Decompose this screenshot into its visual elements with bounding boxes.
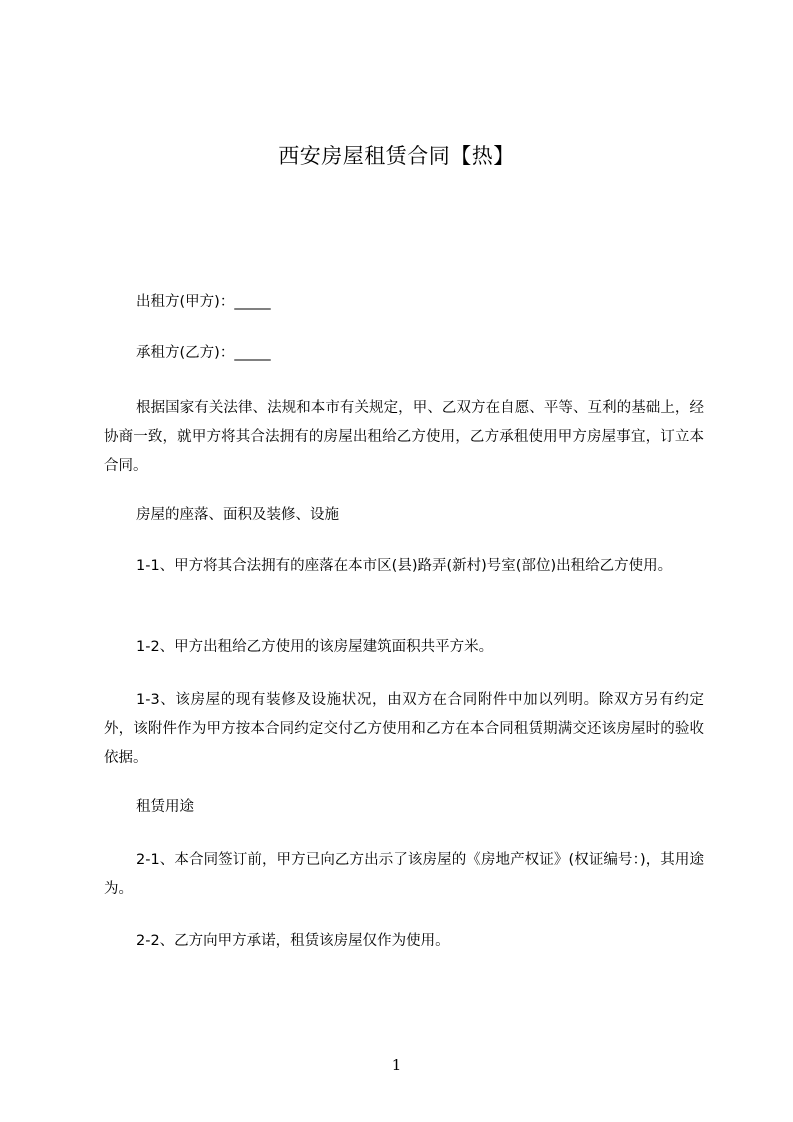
lessor-line: 出租方(甲方)：_____	[136, 294, 271, 310]
document-title: 西安房屋租赁合同【热】	[278, 144, 515, 168]
clause-2-1: 2-1、本合同签订前，甲方已向乙方出示了该房屋的《房地产权证》(权证编号：)，其用途为。	[104, 852, 704, 897]
clause-1-1: 1-1、甲方将其合法拥有的座落在本市区(县)路弄(新村)号室(部位)出租给乙方使用。	[136, 558, 673, 574]
lessee-line: 承租方(乙方)：_____	[136, 345, 271, 361]
page-number: 1	[391, 1056, 402, 1074]
section-heading-purpose: 租赁用途	[136, 799, 194, 815]
preamble-paragraph: 根据国家有关法律、法规和本市有关规定，甲、乙双方在自愿、平等、互利的基础上，经协商一致，就甲方将其合法拥有的房屋出租给乙方使用，乙方承租使用甲方房屋事宜，订立本合同。	[104, 400, 704, 474]
clause-1-2: 1-2、甲方出租给乙方使用的该房屋建筑面积共平方米。	[136, 639, 494, 655]
clause-2-2: 2-2、乙方向甲方承诺，租赁该房屋仅作为使用。	[136, 933, 450, 949]
clause-1-3: 1-3、该房屋的现有装修及设施状况，由双方在合同附件中加以列明。除双方另有约定外，该附件作为甲方按本合同约定交付乙方使用和乙方在本合同租赁期满交还该房屋时的验收依据。	[104, 692, 704, 766]
section-heading-location: 房屋的座落、面积及装修、设施	[136, 507, 339, 523]
